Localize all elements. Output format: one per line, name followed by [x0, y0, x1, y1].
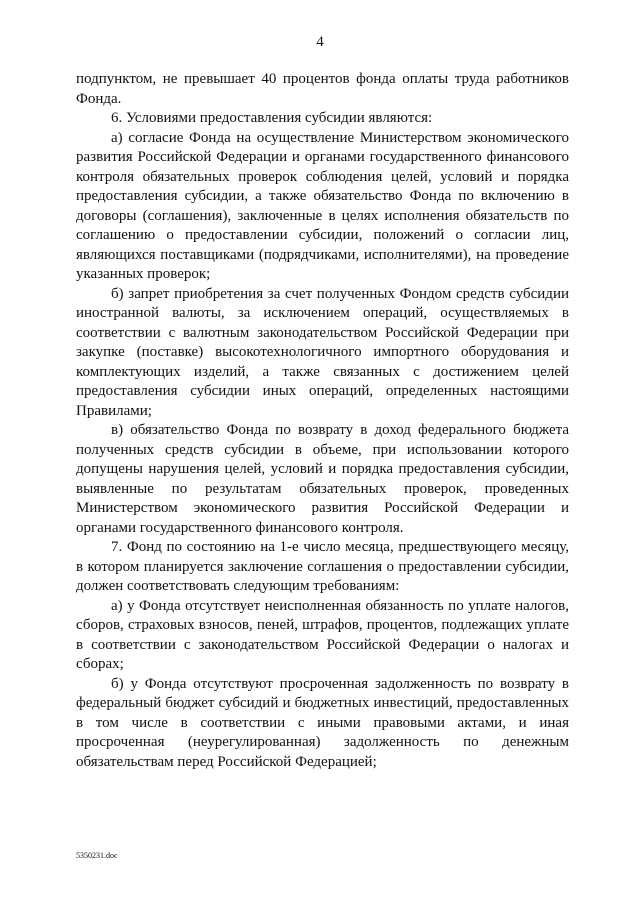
- paragraph-6v: в) обязательство Фонда по возврату в доход федерального бюджета полученных средств субсидии в объеме, при использовании которого допущены нарушения целей, условий и порядка предоставления субсидии, выявленные по результатам обязательных проверок, проведенных Министерством экономического развития Российской Федерации и органами государственного финансового контроля.: [76, 422, 569, 536]
- paragraph-7: 7. Фонд по состоянию на 1-е число месяца, предшествующего месяцу, в котором планируется заключение соглашения о предоставлении субсидии, должен соответствовать следующим требованиям:: [76, 539, 569, 594]
- footer-filename: 5350231.doc: [76, 851, 118, 860]
- paragraph-6a: а) согласие Фонда на осуществление Министерством экономического развития Российской Федерации и органами государственного финансового контроля обязательных проверок соблюдения целей, условий и порядка предоставления субсидии, а также обязательство Фонда по включению в договоры (соглашения), заключенные в целях исполнения обязательств по соглашению о предоставлении субсидии, положений о согласии лиц, являющихся поставщиками (подрядчиками, исполнителями), на проведение указанных проверок;: [76, 129, 569, 282]
- paragraph-6b: б) запрет приобретения за счет полученных Фондом средств субсидии иностранной валюты, за исключением операций, осуществляемых в соответствии с валютным законодательством Российской Федерации при закупке (поставке) высокотехнологичного импортного оборудования и комплектующих изделий, а также связанных с достижением целей предоставления субсидии иных операций, определенных настоящими Правилами;: [76, 285, 569, 419]
- paragraph-7a: а) у Фонда отсутствует неисполненная обязанность по уплате налогов, сборов, страховых взносов, пеней, штрафов, процентов, подлежащих уплате в соответствии с законодательством Российской Федерации о налогах и сборах;: [76, 597, 569, 672]
- document-body: [76, 70, 569, 772]
- paragraph-continuation: подпунктом, не превышает 40 процентов фонда оплаты труда работников Фонда.: [76, 71, 569, 107]
- paragraph-6-heading: 6. Условиями предоставления субсидии являются:: [111, 110, 433, 126]
- paragraph-7b: б) у Фонда отсутствуют просроченная задолженность по возврату в федеральный бюджет субсидий и бюджетных инвестиций, предоставленных в том числе в соответствии с иными правовыми актами, и иная просроченная (неурегулированная) задолженность по денежным обязательствам перед Российской Федерацией;: [76, 675, 569, 770]
- page-number: 4: [316, 34, 324, 50]
